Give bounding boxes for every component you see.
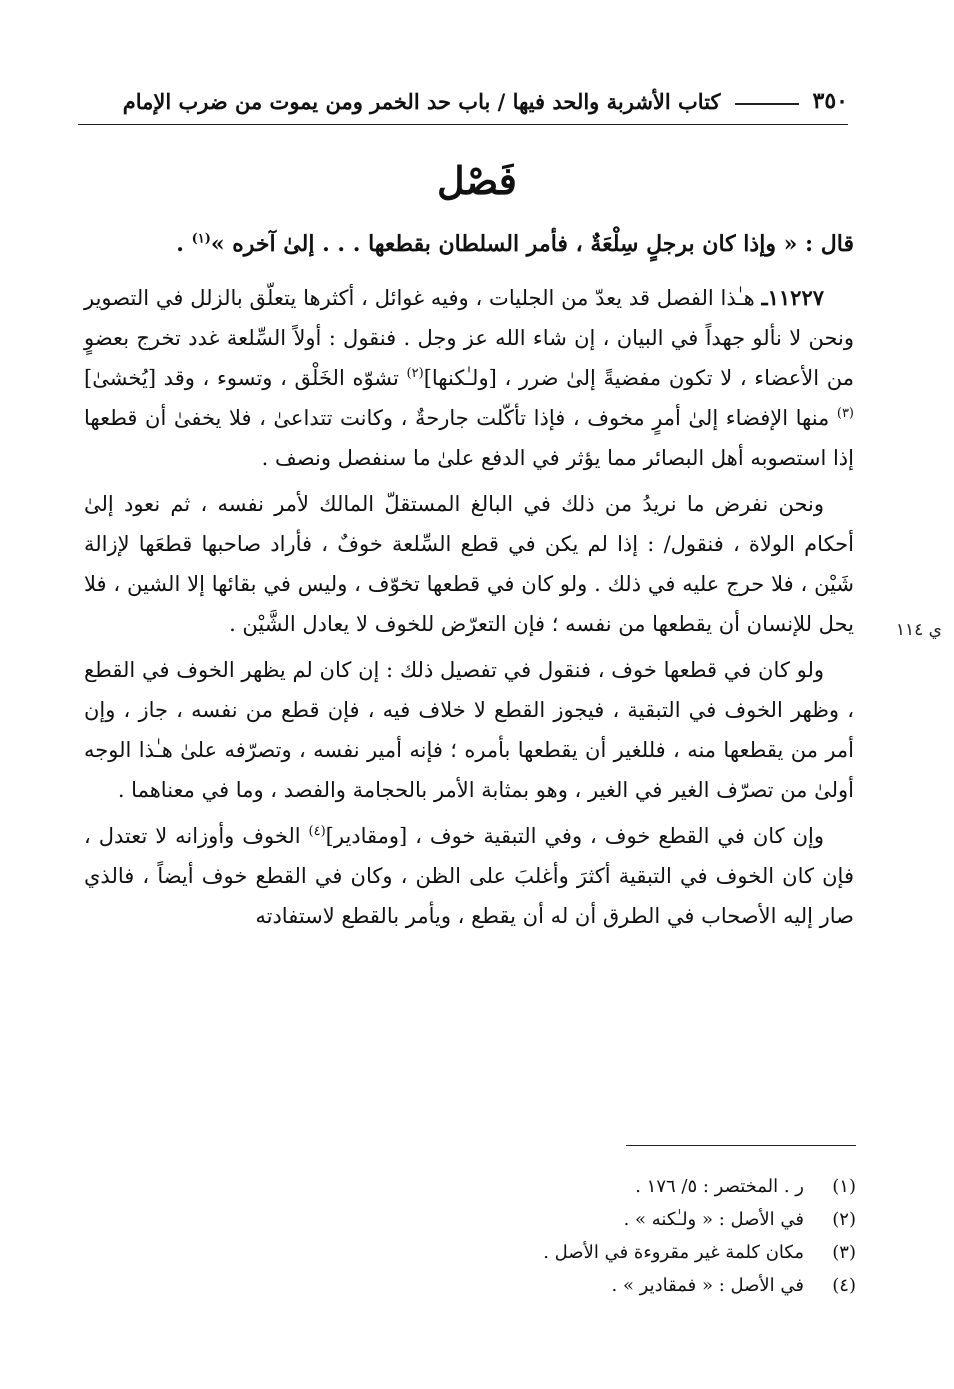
- page-number: ٣٥٠: [812, 88, 848, 114]
- footnote-text: مكان كلمة غير مقروءة في الأصل .: [543, 1242, 804, 1263]
- lead-quote: [84, 224, 854, 264]
- paragraph-4: [84, 816, 854, 936]
- paragraph-text: وإن كان في القطع خوف ، وفي التبقية خوف ، [ومقادير]: [325, 824, 824, 848]
- paragraph-text: تشوّه الخَلْق ، وتسوء ، وقد [يُخشىٰ]: [84, 366, 407, 390]
- paragraph-3: ولو كان في قطعها خوف ، فنقول في تفصيل ذلك : إن كان لم يظهر الخوف في القطع ، وظهر الخوف في التبقية ، فيجوز القطع لا خلاف فيه ، فإن قطع من نفسه ، جاز ، وإن أمر من يقطعها منه ، فللغير أن يقطعها بأمره ؛ فإنه أمير نفسه ، وتصرّفه علىٰ هـٰذا الوجه أولىٰ من تصرّف الغير في الغير ، وهو بمثابة الأمر بالحجامة والفصد ، وما في معناهما .: [84, 658, 854, 802]
- footnote-divider: [626, 1145, 856, 1146]
- running-header: [78, 78, 848, 125]
- paragraph-1: [84, 278, 854, 478]
- header-dash: [735, 103, 799, 105]
- footnote-text: ر . المختصر : ٥/ ١٧٦ .: [635, 1176, 804, 1197]
- footnotes: [200, 1170, 856, 1302]
- footnote-ref[interactable]: (٤): [308, 824, 326, 839]
- footnote: [200, 1203, 856, 1236]
- footnote-number: (٣): [832, 1242, 856, 1263]
- footnote-number: (١): [832, 1176, 856, 1197]
- paragraph-text: منها الإفضاء إلىٰ أمرٍ مخوف ، فإذا تأكّلت جارحةٌ ، وكانت تتداعىٰ ، فلا يخفىٰ أن قطعها إذا استصوبه أهل البصائر مما يؤثر في الدفع علىٰ ما سنفصل ونصف .: [84, 406, 854, 470]
- paragraph-text: الخوف وأوزانه لا تعتدل ، فإن كان الخوف في التبقية أكثرَ وأغلبَ على الظن ، وكان في القطع خوف أيضاً ، فالذي صار إليه الأصحاب في الطرق أن له أن يقطع ، ويأمر بالقطع لاستفادته: [84, 824, 854, 928]
- footnote-number: (٢): [832, 1209, 856, 1230]
- margin-page-reference: ي ١١٤: [895, 620, 942, 640]
- footnote-ref[interactable]: (١): [191, 231, 211, 247]
- paragraph-number: ١١٢٢٧ـ: [761, 285, 825, 310]
- main-text: [84, 224, 854, 942]
- paragraph-2: ونحن نفرض ما نريدُ من ذلك في البالغ المستقلّ المالك لأمر نفسه ، ثم نعود إلىٰ أحكام الولاة ، فنقول/ : إذا لم يكن في قطع السِّلعة خوفٌ ، فأراد صاحبها قطعَها لإزالة شَيْن ، فلا حرج عليه في ذلك . ولو كان في قطعها تخوّف ، وليس في بقائها إلا الشين ، فلا يحل للإنسان أن يقطعها من نفسه ؛ فإن التعرّض للخوف لا يعادل الشَّيْن .: [84, 492, 854, 636]
- footnote: [200, 1269, 856, 1302]
- section-title: فَصْل: [437, 158, 517, 203]
- footnote-text: في الأصل : « ولـٰكنه » .: [623, 1209, 804, 1230]
- lead-text: قال : « وإذا كان برجلٍ سِلْعَةٌ ، فأمر السلطان بقطعها . . . إلىٰ آخره »: [210, 231, 854, 257]
- footnote-ref[interactable]: (٢): [406, 366, 424, 381]
- running-title: كتاب الأشربة والحد فيها / باب حد الخمر ومن يموت من ضرب الإمام: [122, 88, 721, 114]
- footnote: [200, 1236, 856, 1269]
- footnote: [200, 1170, 856, 1203]
- lead-end: .: [176, 231, 192, 257]
- footnote-number: (٤): [832, 1275, 856, 1296]
- footnote-text: في الأصل : « فمقادير » .: [611, 1275, 804, 1296]
- footnote-ref[interactable]: (٣): [836, 406, 854, 421]
- paragraph-text: هـٰذا الفصل قد يعدّ من الجليات ، وفيه غوائل ، أكثرها يتعلّق بالزلل في التصوير ونحن لا نألو جهداً في البيان ، إن شاء الله عز وجل . فنقول : أولاً السِّلعة غدد تخرج بعضوٍ من الأعضاء ، لا تكون مفضيةً إلىٰ ضرر ، [ولـٰكنها]: [84, 286, 855, 390]
